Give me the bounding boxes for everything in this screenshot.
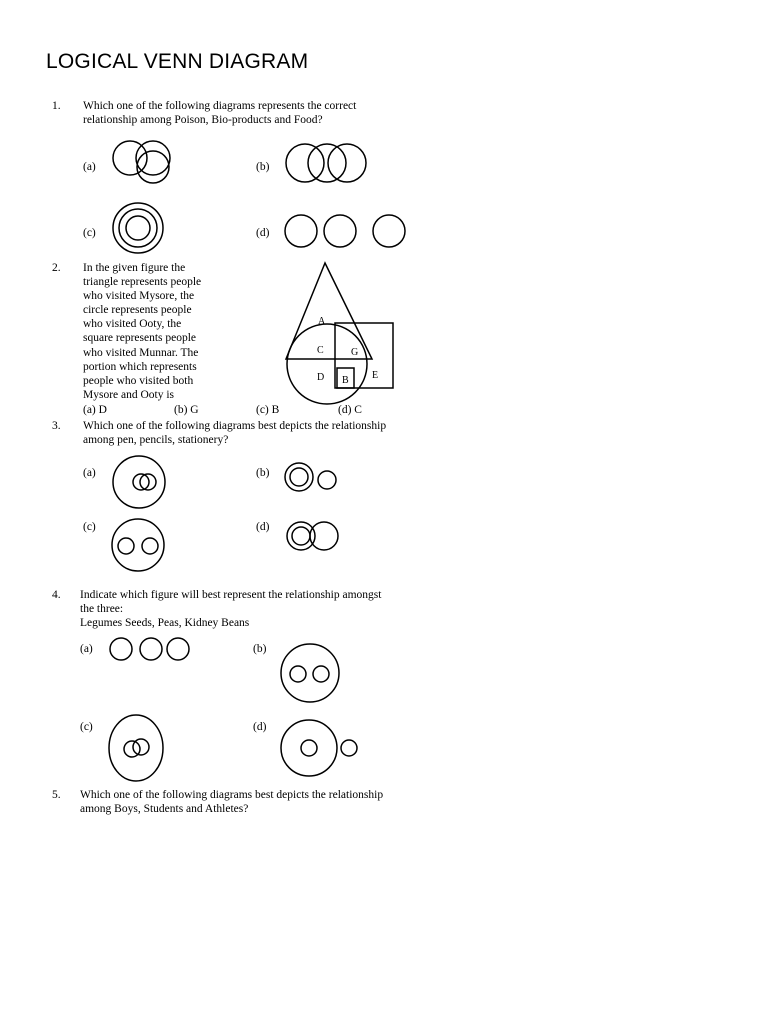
q4a-circle-1	[110, 638, 132, 660]
option-label-c: (c)	[83, 521, 96, 533]
question-text: circle represents people	[83, 304, 192, 316]
answer-option-d: (d) C	[338, 404, 362, 416]
question-text: people who visited both	[83, 375, 194, 387]
region-label-g: G	[351, 347, 359, 358]
option-label-b: (b)	[253, 643, 267, 655]
page-title: LOGICAL VENN DIAGRAM	[46, 50, 309, 73]
question-text: Which one of the following diagrams represents the correct	[83, 100, 357, 112]
option-label-d: (d)	[253, 721, 267, 733]
region-label-a: A	[318, 316, 326, 327]
question-text: Mysore and Ooty is	[83, 389, 175, 401]
question-number: 1.	[52, 100, 61, 112]
q4a-circle-2	[140, 638, 162, 660]
region-label-c: C	[317, 345, 324, 356]
question-text: portion which represents	[83, 361, 197, 373]
q4c-circle-outer	[109, 715, 163, 781]
question-text: who visited Munnar. The	[83, 347, 199, 359]
question-text: Indicate which figure will best represent the relationship amongst	[80, 589, 382, 601]
question-text: among Boys, Students and Athletes?	[80, 803, 249, 815]
question-text: relationship among Poison, Bio-products and Food?	[83, 114, 323, 126]
option-label-b: (b)	[256, 161, 270, 173]
option-label-a: (a)	[80, 643, 93, 655]
region-label-b: B	[342, 375, 349, 386]
q4d-circle-inner	[301, 740, 317, 756]
region-label-e: E	[372, 370, 379, 381]
question-text: square represents people	[83, 332, 197, 344]
question-text: who visited Mysore, the	[83, 290, 195, 302]
question-text: Which one of the following diagrams best depicts the relationship	[80, 789, 384, 801]
q4b-circle-left	[290, 666, 306, 682]
option-label-c: (c)	[80, 721, 93, 733]
answer-option-a: (a) D	[83, 404, 107, 416]
option-label-d: (d)	[256, 521, 270, 533]
question-number: 2.	[52, 262, 61, 274]
question-text: In the given figure the	[83, 262, 186, 274]
question-text: who visited Ooty, the	[83, 318, 182, 330]
option-label-a: (a)	[83, 467, 96, 479]
question-number: 5.	[52, 789, 61, 801]
q4d-circle-outer	[281, 720, 337, 776]
option-label-d: (d)	[256, 227, 270, 239]
option-label-a: (a)	[83, 161, 96, 173]
question-number: 4.	[52, 589, 61, 601]
q4a-circle-3	[167, 638, 189, 660]
question-text: Which one of the following diagrams best depicts the relationship	[83, 420, 387, 432]
region-label-d: D	[317, 372, 325, 383]
option-label-c: (c)	[83, 227, 96, 239]
answer-option-c: (c) B	[256, 404, 280, 416]
question-text: among pen, pencils, stationery?	[83, 434, 229, 446]
question-text: the three:	[80, 603, 124, 615]
question-number: 3.	[52, 420, 61, 432]
q4c-circle-right	[133, 739, 149, 755]
q4b-circle-right	[313, 666, 329, 682]
question-text: Legumes Seeds, Peas, Kidney Beans	[80, 617, 250, 629]
answer-option-b: (b) G	[174, 404, 199, 416]
option-label-b: (b)	[256, 467, 270, 479]
question-text: triangle represents people	[83, 276, 202, 288]
q4d-circle-separate	[341, 740, 357, 756]
